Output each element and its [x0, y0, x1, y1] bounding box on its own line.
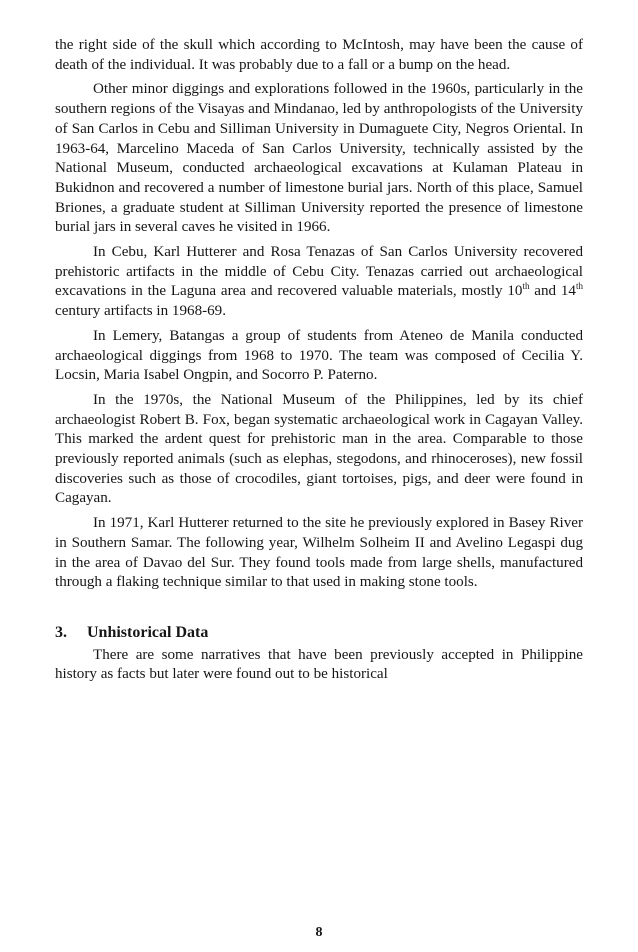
ordinal-suffix-10th: th [522, 281, 530, 292]
ordinal-suffix-14th: th [575, 281, 583, 292]
paragraph-lemery: In Lemery, Batangas a group of students from Ateneo de Manila conducted archaeological diggings from 1968 to 1970. The team was composed of Cecilia Y. Locsin, Maria Isabel Ongpin, and Socorro P. Paterno. [55, 327, 583, 384]
section-title: Unhistorical Data [87, 623, 209, 641]
section-heading [55, 623, 583, 643]
document-page [55, 36, 583, 685]
paragraph-cebu [55, 243, 583, 322]
page-number: 8 [315, 925, 323, 940]
paragraph-cebu-text-after: century artifacts in 1968-69. [55, 303, 227, 320]
paragraph-cebu-text-before: In Cebu, Karl Hutterer and Rosa Tenazas of San Carlos University recovered prehistoric artifacts in the middle of Cebu City. Tenazas carried out archaeological excavations in the Laguna area and recovered valuable materials, mostly 10 [55, 244, 583, 300]
paragraph-skull: the right side of the skull which according to McIntosh, may have been the cause of death of the individual. It was probably due to a fall or a bump on the head. [55, 37, 583, 73]
paragraph-unhistorical-data: There are some narratives that have been previously accepted in Philippine history as facts but later were found out to be historical [55, 646, 583, 683]
paragraph-cebu-text-middle: and 14 [529, 283, 576, 300]
paragraph-1971-hutterer: In 1971, Karl Hutterer returned to the site he previously explored in Basey River in Southern Samar. The following year, Wilhelm Solheim II and Avelino Legaspi dug in the area of Davao del Sur. They found tools made from large shells, manufactured through a flaking technique similar to that used in making stone tools. [55, 515, 583, 591]
section-number: 3. [55, 623, 67, 641]
paragraph-1960s-diggings: Other minor diggings and explorations followed in the 1960s, particularly in the southern regions of the Visayas and Mindanao, led by anthropologists of the University of San Carlos in Cebu and Silliman University in Dumaguete City, Negros Oriental. In 1963-64, Marcelino Maceda of San Carlos University, technically assisted by the National Museum, conducted archaeological excavations at Kulaman Plateau in Bukidnon and recovered a number of limestone burial jars. North of this place, Samuel Briones, a graduate student at Silliman University reported the presence of limestone burial jars in several caves he visited in 1966. [55, 81, 583, 236]
paragraph-1970s-cagayan: In the 1970s, the National Museum of the Philippines, led by its chief archaeologist Robert B. Fox, began systematic archaeological work in Cagayan Valley. This marked the ardent quest for prehistoric man in the area. Comparable to those previously reported animals (such as elephas, stegodons, and rhinoceroses), new fossil discoveries such as those of crocodiles, giant tortoises, pigs, and deer were found in Cagayan. [55, 391, 583, 507]
